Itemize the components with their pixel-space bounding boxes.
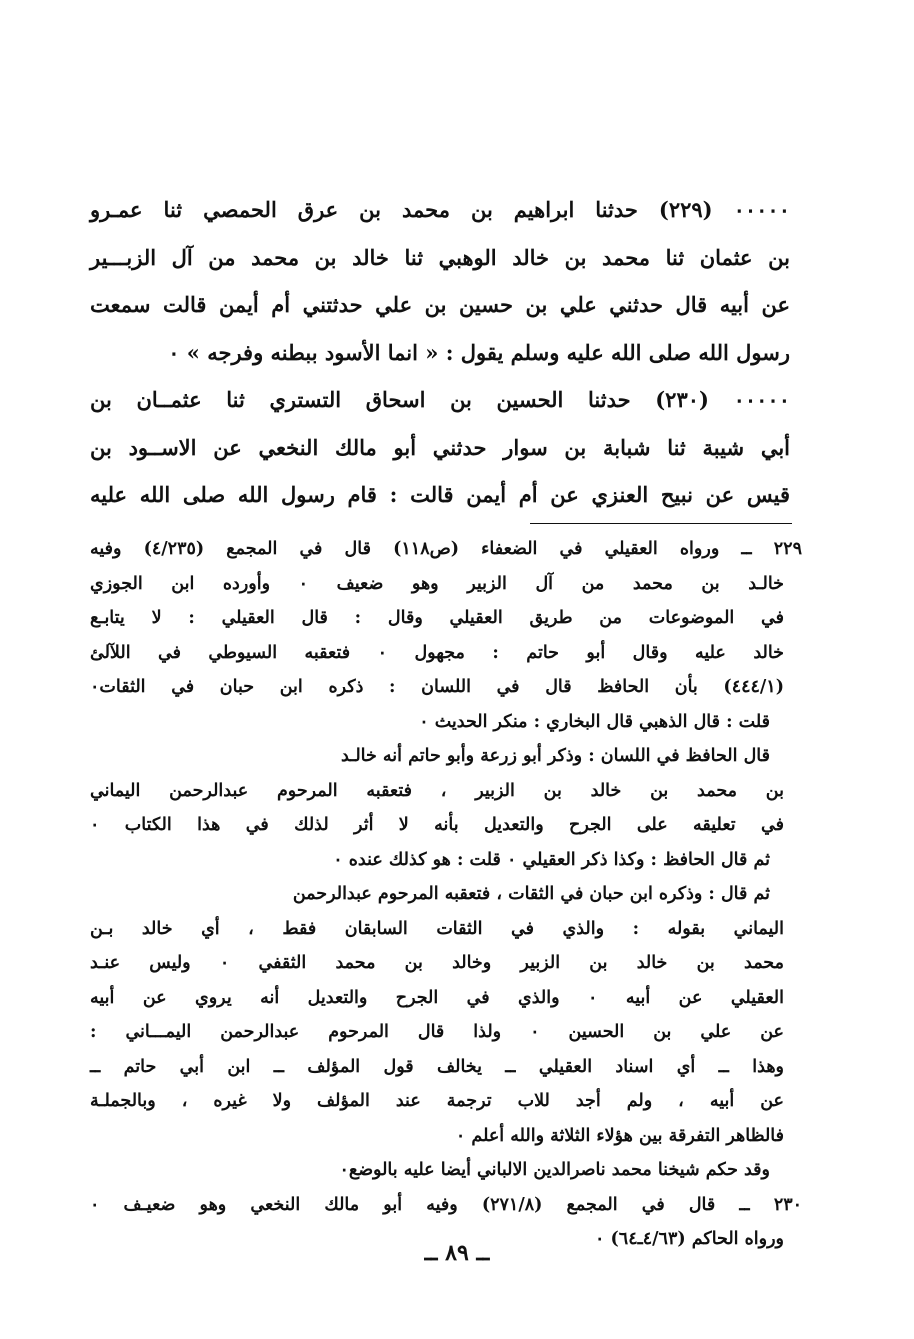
footnote-line: محمد بن خالد بن الزبير وخالد بن محمد الثقفي ٠ وليس عنـد [90, 953, 784, 973]
main-text-line: ٠٠٠٠٠ (٢٢٩) حدثنا ابراهيم بن محمد بن عرق الحمصي ثنا عمـرو [90, 197, 790, 222]
footnote-line: (٤٤٤/١) بأن الحافظ قال في اللسان : ذكره ابن حبان في الثقات٠ [90, 677, 784, 697]
page-number: ــ ٨٩ ــ [424, 1240, 490, 1266]
footnote-line: قال الحافظ في اللسان : وذكر أبو زرعة وأبو حاتم أنه خالـد [341, 746, 770, 766]
footnote-line: عن علي بن الحسين ٠ ولذا قال المرحوم عبدالرحمن اليمـــاني : [90, 1022, 784, 1042]
footnote-line: في الموضوعات من طريق العقيلي وقال : قال العقيلي : لا يتابـع [90, 608, 784, 628]
footnote-line: وقد حكم شيخنا محمد ناصرالدين الالباني أيضا عليه بالوضع٠ [339, 1160, 770, 1180]
footnotes-block [90, 532, 802, 1257]
main-text-block [90, 186, 790, 519]
footnote-line: ثم قال الحافظ : وكذا ذكر العقيلي ٠ قلت : هو كذلك عنده ٠ [333, 849, 770, 870]
footnote-line: ثم قال : وذكره ابن حبان في الثقات ، فتعقبه المرحوم عبدالرحمن [292, 884, 770, 904]
footnote-line: خالـد بن محمد من آل الزبير وهو ضعيف ٠ وأورده ابن الجوزي [90, 573, 784, 594]
main-text-line: رسول الله صلى الله عليه وسلم يقول : « انما الأسود ببطنه وفرجه » ٠ [168, 339, 790, 365]
main-text-line: عن أبيه قال حدثني علي بن حسين بن علي حدثتني أم أيمن قالت سمعت [90, 292, 790, 317]
footnote-line: عن أبيه ، ولم أجد للاب ترجمة عند المؤلف ولا غيره ، وبالجملـة [90, 1091, 784, 1111]
main-text-line: قيس عن نبيح العنزي عن أم أيمن قالت : قام رسول الله صلى الله عليه [90, 482, 790, 507]
footnote-line: بن محمد بن خالد بن الزبير ، فتعقبه المرحوم عبدالرحمن اليماني [90, 780, 784, 801]
main-text-line: ٠٠٠٠٠ (٢٣٠) حدثنا الحسين بن اسحاق التستري ثنا عثمــان بن [90, 387, 790, 412]
footnote-line: ٢٢٩ ــ ورواه العقيلي في الضعفاء (ص١١٨) قال في المجمع (٤/٢٣٥) وفيه [90, 539, 802, 559]
footnote-line: ٢٣٠ ــ قال في المجمع (٢٧١/٨) وفيه أبو مالك النخعي وهو ضعيـف ٠ [90, 1194, 803, 1215]
footnote-separator [530, 523, 792, 524]
footnote-line: وهذا ــ أي اسناد العقيلي ــ يخالف قول المؤلف ــ ابن أبي حاتم ــ [90, 1056, 784, 1077]
footnote-line: فالظاهر التفرقة بين هؤلاء الثلاثة والله أعلم ٠ [455, 1125, 784, 1146]
footnote-line: قلت : قال الذهبي قال البخاري : منكر الحديث ٠ [419, 711, 770, 732]
main-text-line: أبي شيبة ثنا شبابة بن سوار حدثني أبو مالك النخعي عن الاســود بن [90, 434, 790, 460]
footnote-line: ورواه الحاكم (٤/٦٣ـ٦٤) ٠ [595, 1229, 784, 1249]
footnote-line: في تعليقه على الجرح والتعديل بأنه لا أثر لذلك في هذا الكتاب ٠ [90, 815, 784, 835]
footnote-line: العقيلي عن أبيه ٠ والذي في الجرح والتعديل أنه يروي عن أبيه [90, 987, 784, 1008]
footnote-line: اليماني بقوله : والذي في الثقات السابقان فقط ، أي خالد بـن [90, 918, 784, 939]
footnote-line: خالد عليه وقال أبو حاتم : مجهول ٠ فتعقبه السيوطي في اللآلئ [90, 642, 784, 663]
main-text-line: بن عثمان ثنا محمد بن خالد الوهبي ثنا خالد بن محمد من آل الزبـــير [90, 244, 790, 270]
